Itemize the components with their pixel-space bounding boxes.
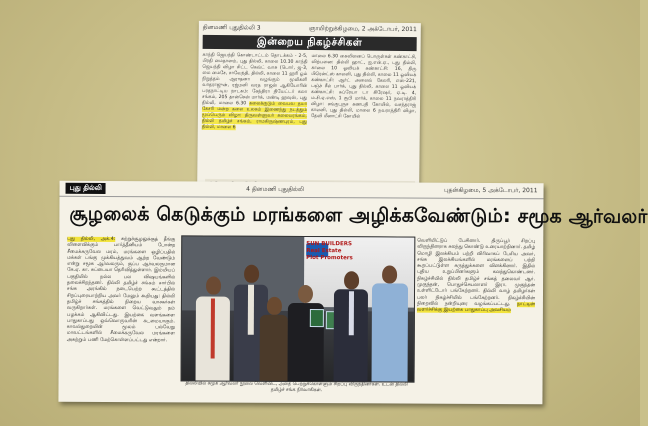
top-clipping-column-1 bbox=[202, 53, 308, 132]
photo-caption: தில்லியில் சமூக ஆர்வலர் நூலை வெளியிட, அதை பெற்றுக்கொள்ளும் சிறப்பு விருந்தினர்கள். உடன் தில்லி தமிழ்ச் சங்க நிர்வாகிகள். bbox=[185, 381, 408, 394]
person-2-head bbox=[244, 265, 259, 283]
book-icon bbox=[310, 309, 324, 327]
top-clipping-column-2: மாலை 6.30 கைவினைப் பொருள்கள் கண்காட்சி, விற்பனை: தில்லி ஹாட், ஐ.என்.ஏ., புது தில்லி, காலை 10 ஓவியக் கண்காட்சி: 16, திரு பிரென்ட்ஸ் காலனி, புது தில்லி, காலை 11 ஓவியக் கண்காட்சி: ஆர்ட் அலைவ் கேலரி, எஸ்-221, பஞ்ச் சீல் பார்க், புது தில்லி, காலை 11 ஓவியக் கண்காட்சி: சுப்ரேயா டா கிரேஷர், ஏ.டி. 4, ம.சி.ஏ.எஸ், 1 ரூபி மார்க், காலை 11 நவராத்திரி விழா: சங்குபுருச கணபதி கோயில், வசந்தராஜ் காலனி, புது தில்லி, மாலை 6 நவராத்திரி விழா, தேவி மீனாட்சி கோயில் bbox=[310, 54, 417, 120]
person-4 bbox=[288, 283, 325, 381]
top-clipping-col1-text: காந்தி ஜெயந்தி கொண்டாட்டம் தொடக்கம் - 2-5, பிரதி மைதானம், புது தில்லி, காலை 10.30 காந்தி ஜெயந்தி விழா சிட்ட கெவ்ட் வாசு (பொர், ஜ-3, மை மைசே, சாவேந்தி, தில்லி, காலை 11 ஹரி ஓம் நிறுத்தம் ஆராதனா வழங்கும் மூலிகளி வாதராஜுன், ரஜ்மனி வரத ராஜன் ஆகியோரின் பரதநாட்டிய நாடகம்: கேந்திரா தியேட்டர் கலா சங்கம், 205 தான்சென் மார்க், மண்டி ஹவுஸ், புது தில்லி, மாலை 6.30 bbox=[202, 52, 308, 107]
photo-banner-line1: Real Estate bbox=[306, 248, 342, 255]
person-5 bbox=[334, 269, 369, 381]
article-photo bbox=[181, 235, 416, 382]
person-3-body bbox=[260, 315, 288, 381]
person-3 bbox=[260, 295, 288, 381]
person-5-shirt bbox=[349, 291, 354, 335]
photo-banner-brand: SUN BUILDERS bbox=[306, 241, 352, 248]
person-6-head bbox=[382, 265, 397, 283]
article-dateline: புது தில்லி, அக்.4: bbox=[67, 236, 116, 243]
person-6 bbox=[372, 263, 409, 381]
top-clipping-masthead bbox=[199, 21, 421, 35]
article-right-column bbox=[417, 239, 535, 315]
person-1-head bbox=[206, 277, 221, 295]
article-left-text: சுற்றுச்சூழலுக்குத் தீங்கு விளைவிக்கும் பார்த்தீனியம் போன்ற சீமைக்கருவேல மரம், மரங்களை ஒழிப்பதில் மக்கள் பங்கு முக்கியத்துவம் ஆற்ற வேண்டும் என்று சமூக ஆர்வலரும், குப்ப ஆர்வலருமான கே.ஏ. கா. சுப்பையா தெரிவித்துள்ளார். இம்மியப் பகுதியில் நல்ல பல விஷயங்களில் தலைச்சிறந்தனர். தில்லி தமிழ்ச் சங்கம் சார்பில் சங்க அரங்கில் நடைபெற்ற கூட்டத்தில் சிறப்புரையாற்றிய அவர் மேலும் கூறியது: தில்லி தமிழ்ச் சங்கத்தில் நிறைய வாசகர்கள் வருகிறார்கள். மரங்களை வெட்டுவதும் நம் பழக்கம் ஆகிவிட்டது. இயற்கை வளங்களை பாதுகாப்பது ஒவ்வொருவரின் கடமையாகும். காவல்துறையின் மூலம் பல்வேறு மாவட்டங்களில் சீமைக்கருவேல மரங்களை அகற்றும் பணி மேற்கொள்ளப்பட்டது என்றார். bbox=[66, 237, 176, 344]
person-6-body bbox=[372, 283, 409, 381]
main-clipping-date: புதன்கிழமை, 5 அக்டோபர், 2011 bbox=[444, 186, 538, 194]
person-4-head bbox=[298, 285, 313, 303]
top-clipping-paper-name: தினமணி புதுதில்லி 3 bbox=[202, 23, 261, 32]
photo-banner-line2: Plot Promoters bbox=[306, 255, 353, 262]
person-5-head bbox=[344, 271, 359, 289]
article-body bbox=[66, 235, 535, 398]
main-clipping-paper-name: 4 தினமணி புதுதில்லி bbox=[246, 185, 304, 193]
top-clipping-columns bbox=[198, 51, 421, 135]
article-right-highlight: நாட்டின் வளர்ச்சிக்கு இயற்கை பாதுகாப்பு அவசியம் bbox=[416, 302, 535, 314]
photo-banner-text bbox=[306, 241, 396, 262]
top-clipping-col1-highlight: கலைக்குடும் வைபவ தயா கேசரி மன்ற கலை உலகம் இணைந்து நடத்தும் மூப்பெரும் விழா: திருவள்ளுவர் கலையரங்கம், தில்லி தமிழ்ச் சங்கம், ராமகிருஷ்ணபுரம், புது தில்லி, மாலை 6 bbox=[201, 101, 308, 131]
main-newspaper-clipping bbox=[58, 181, 648, 405]
person-2-shirt bbox=[248, 285, 254, 335]
article-headline: சூழலைக் கெடுக்கும் மரங்களை அழிக்கவேண்டும்: சமூக ஆர்வலர் bbox=[69, 202, 648, 228]
person-1 bbox=[196, 272, 231, 380]
main-clipping-logo: புது தில்லி bbox=[66, 183, 106, 194]
top-clipping-date: ஞாயிற்றுக்கிழமை, 2 அக்டோபர், 2011 bbox=[308, 24, 417, 34]
article-right-text: வெளியிட்டுப் பேசினார். திருப்பூர் சிறப்பு விருந்தினராக கலந்து கொண்டு உரையாற்றினார். தமிழ் மொழி இலக்கியம் பற்றி விரிவாகப் பேசிய அவர், சங்க இலக்கியங்களில் மரங்களைப் பற்றி கூறப்பட்டுள்ள கருத்துக்களை விளக்கினார். இதில் புதிய உறுப்பினர்களும் கலந்துகொண்டனர். நிகழ்ச்சியில் தில்லி தமிழ்ச் சங்கத் தலைவர் ஆர். முகுந்தன், பொதுச்செயலாளர் இரா. முகுந்தன் உள்ளிட்டோர் பங்கேற்றனர். தில்லி வாழ் தமிழர்கள் பலர் நிகழ்ச்சியில் பங்கேற்றனர். நிகழ்ச்சியின் நிறைவில் நன்றியுரை வழங்கப்பட்டது. bbox=[416, 238, 536, 308]
top-clipping-banner: இன்றைய நிகழ்ச்சிகள் bbox=[203, 35, 417, 51]
person-1-shawl bbox=[211, 299, 215, 359]
article-left-column bbox=[67, 237, 176, 345]
person-3-head bbox=[267, 297, 282, 315]
top-newspaper-clipping bbox=[197, 21, 421, 193]
